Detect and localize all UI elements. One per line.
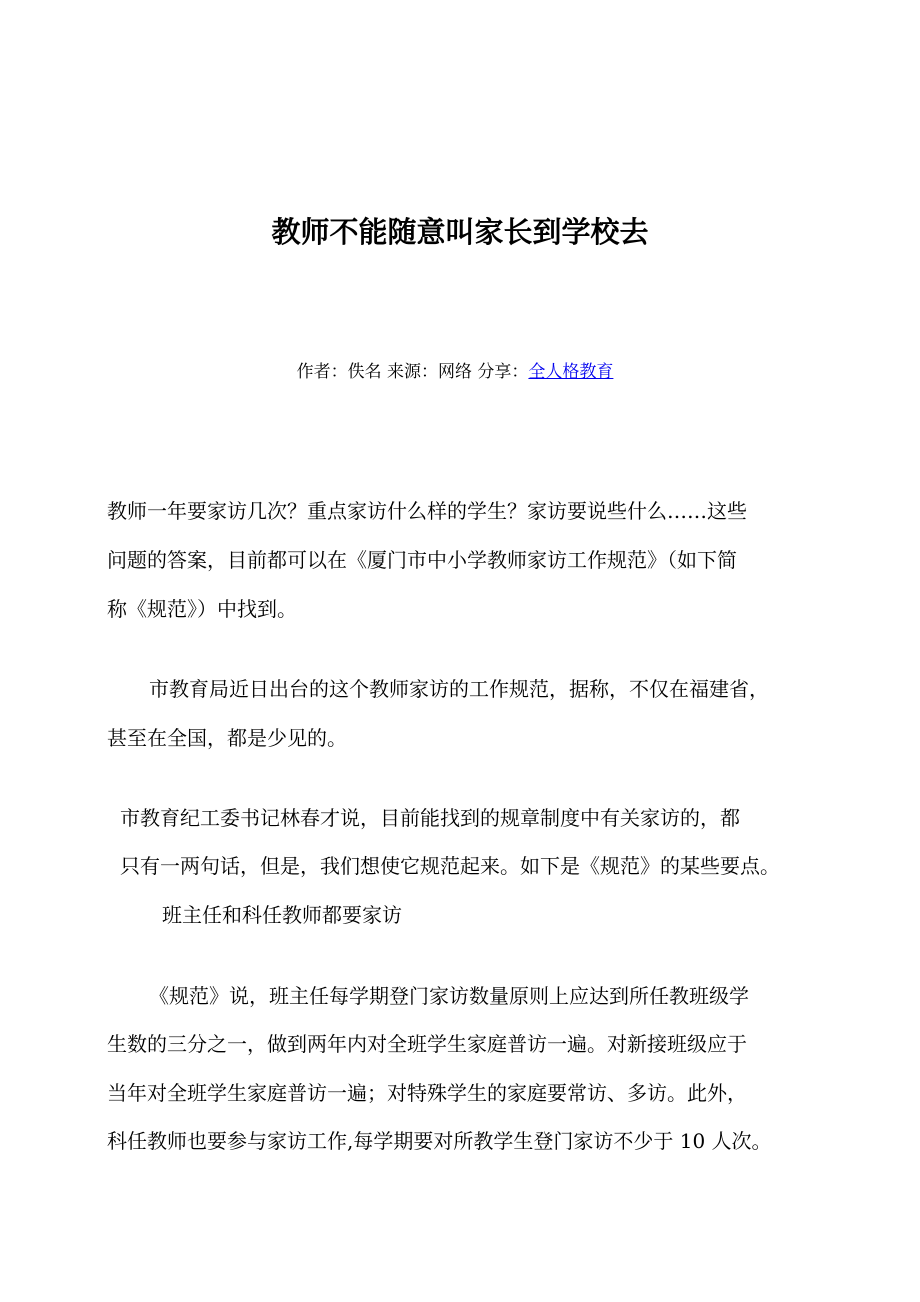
author-label: 作者： [296,362,348,382]
paragraph-line: 只有一两句话，但是，我们想使它规范起来。如下是《规范》的某些要点。 [120,854,780,878]
source-value: 网络 [438,362,472,382]
article-title: 教师不能随意叫家长到学校去 [271,215,649,249]
share-label: 分享： [477,362,529,382]
paragraph-line: 称《规范》）中找到。 [107,597,297,621]
paragraph-line: 问题的答案，目前都可以在《厦门市中小学教师家访工作规范》（如下简 [107,548,737,572]
paragraph-line: 科任教师也要参与家访工作,每学期要对所教学生登门家访不少于 10 人次。 [107,1129,772,1153]
source-label: 来源： [387,362,438,382]
paragraph-line: 当年对全班学生家庭普访一遍；对特殊学生的家庭要常访、多访。此外， [107,1081,747,1105]
share-link[interactable]: 全人格教育 [528,362,614,382]
paragraph-line: 教师一年要家访几次？重点家访什么样的学生？家访要说些什么……这些 [107,499,747,523]
paragraph-line: 生数的三分之一，做到两年内对全班学生家庭普访一遍。对新接班级应于 [107,1032,747,1056]
paragraph-line: 甚至在全国，都是少见的。 [107,726,347,750]
section-heading-text: 班主任和科任教师都要家访 [162,903,402,927]
paragraph-line: 市教育局近日出台的这个教师家访的工作规范，据称，不仅在福建省， [149,677,769,701]
article-meta [0,360,910,384]
paragraph-line: 《规范》说，班主任每学期登门家访数量原则上应达到所任教班级学 [149,984,749,1008]
author-value: 佚名 [347,362,382,382]
paragraph-line: 市教育纪工委书记林春才说，目前能找到的规章制度中有关家访的，都 [120,806,740,830]
